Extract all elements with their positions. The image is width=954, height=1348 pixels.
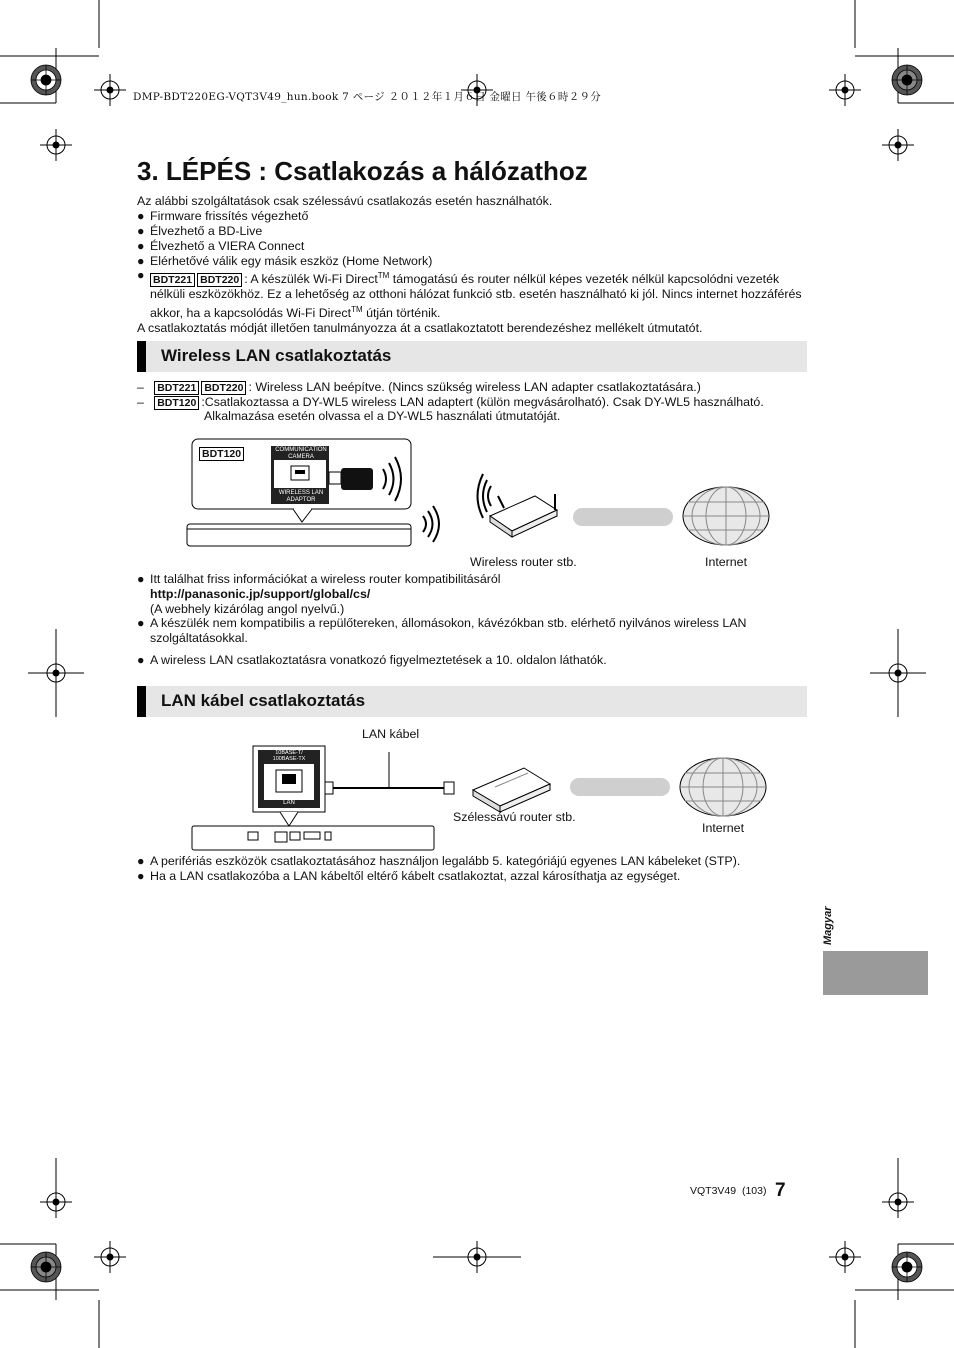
- lan-port-label: 10BASE-T/ 100BASE-TX: [272, 750, 306, 762]
- model-tag: BDT220: [197, 273, 242, 287]
- footer-code: VQT3V49 (103): [690, 1185, 767, 1197]
- model-tag: BDT221: [150, 273, 195, 287]
- port-label-top: COMMUNICATION CAMERA: [275, 447, 327, 460]
- wireless-router-label: Wireless router stb.: [470, 555, 577, 569]
- consult-text: A csatlakoztatás módját illetően tanulmányozza át a csatlakoztatott berendezéshez mellékelt útmutatót.: [137, 321, 703, 335]
- support-url: http://panasonic.jp/support/global/cs/: [150, 587, 371, 601]
- list-item: ● A készülék nem kompatibilis a repülőtereken, állomásokon, kávézókban stb. elérhető nyilvános wireless LAN szolgáltatásokkal.: [137, 616, 747, 645]
- lan-port-lan-label: LAN: [283, 800, 295, 806]
- internet-label: Internet: [702, 821, 745, 835]
- list-item: ● Ha a LAN csatlakozóba a LAN kábeltől eltérő kábelt csatlakoztat, azzal károsíthatja az egységet.: [137, 869, 681, 883]
- list-item: ● A perifériás eszközök csatlakoztatásához használjon legalább 5. kategóriájú egyenes LAN kábeleket (STP).: [137, 854, 741, 868]
- section-heading-lan: LAN kábel csatlakoztatás: [137, 686, 807, 717]
- port-label-bottom: WIRELESS LAN ADAPTOR: [278, 490, 324, 503]
- internet-label: Internet: [705, 555, 748, 569]
- wireless-note-adapter-2: Alkalmazása esetén olvassa el a DY-WL5 használati útmutatóját.: [204, 409, 561, 423]
- language-label: Magyar: [822, 906, 834, 945]
- page-title: 3. LÉPÉS : Csatlakozás a hálózathoz: [137, 156, 588, 186]
- section-heading-wireless: Wireless LAN csatlakoztatás: [137, 341, 807, 372]
- model-tag-bdt120: BDT120: [199, 447, 244, 461]
- broadband-router-label: Szélessávú router stb.: [453, 810, 576, 824]
- book-file-header: DMP-BDT220EG-VQT3V49_hun.book 7 ページ ２０１２年１月６日 金曜日 午後６時２９分: [133, 91, 602, 103]
- list-item: ● Elérhetővé válik egy másik eszköz (Home Network): [137, 254, 433, 268]
- wireless-note-adapter: – BDT120 :Csatlakoztassa a DY-WL5 wireless LAN adaptert (külön megvásárolható). Csak DY-WL5 használható.: [137, 395, 764, 409]
- intro-text: Az alábbi szolgáltatások csak szélessávú csatlakozás esetén használhatók.: [137, 194, 553, 208]
- lan-cable-label: LAN kábel: [362, 727, 420, 741]
- list-item: ● Firmware frissítés végezhető: [137, 209, 309, 223]
- list-item: ● Élvezhető a VIERA Connect: [137, 239, 305, 253]
- list-item: ● Itt találhat friss információkat a wireless router kompatibilitásáról http://panasonic.jp/support/global/cs/ (A webhely kizárólag angol nyelvű.): [137, 572, 501, 616]
- wifi-direct-item: ● BDT221 BDT220 : A készülék Wi-Fi Direct™ támogatású és router nélkül képes vezeték nélkül kapcsolódni vezeték nélküli eszközökhöz. Ez a lehetőség az otthoni hálózat funkció stb. esetén használható ki jól. Nincs internet hozzáférés akkor, ha a kapcsolódás Wi-Fi Direct™ útján történik.: [137, 268, 802, 321]
- language-tab: [823, 951, 928, 995]
- list-item: ● A wireless LAN csatlakoztatásra vonatkozó figyelmeztetések a 10. oldalon láthatók.: [137, 653, 607, 667]
- list-item: ● Élvezhető a BD-Live: [137, 224, 263, 238]
- wireless-note-builtin: – BDT221 BDT220 : Wireless LAN beépítve. (Nincs szükség wireless LAN adapter csatlakoztatására.): [137, 380, 701, 394]
- page-number: 7: [775, 1180, 786, 1201]
